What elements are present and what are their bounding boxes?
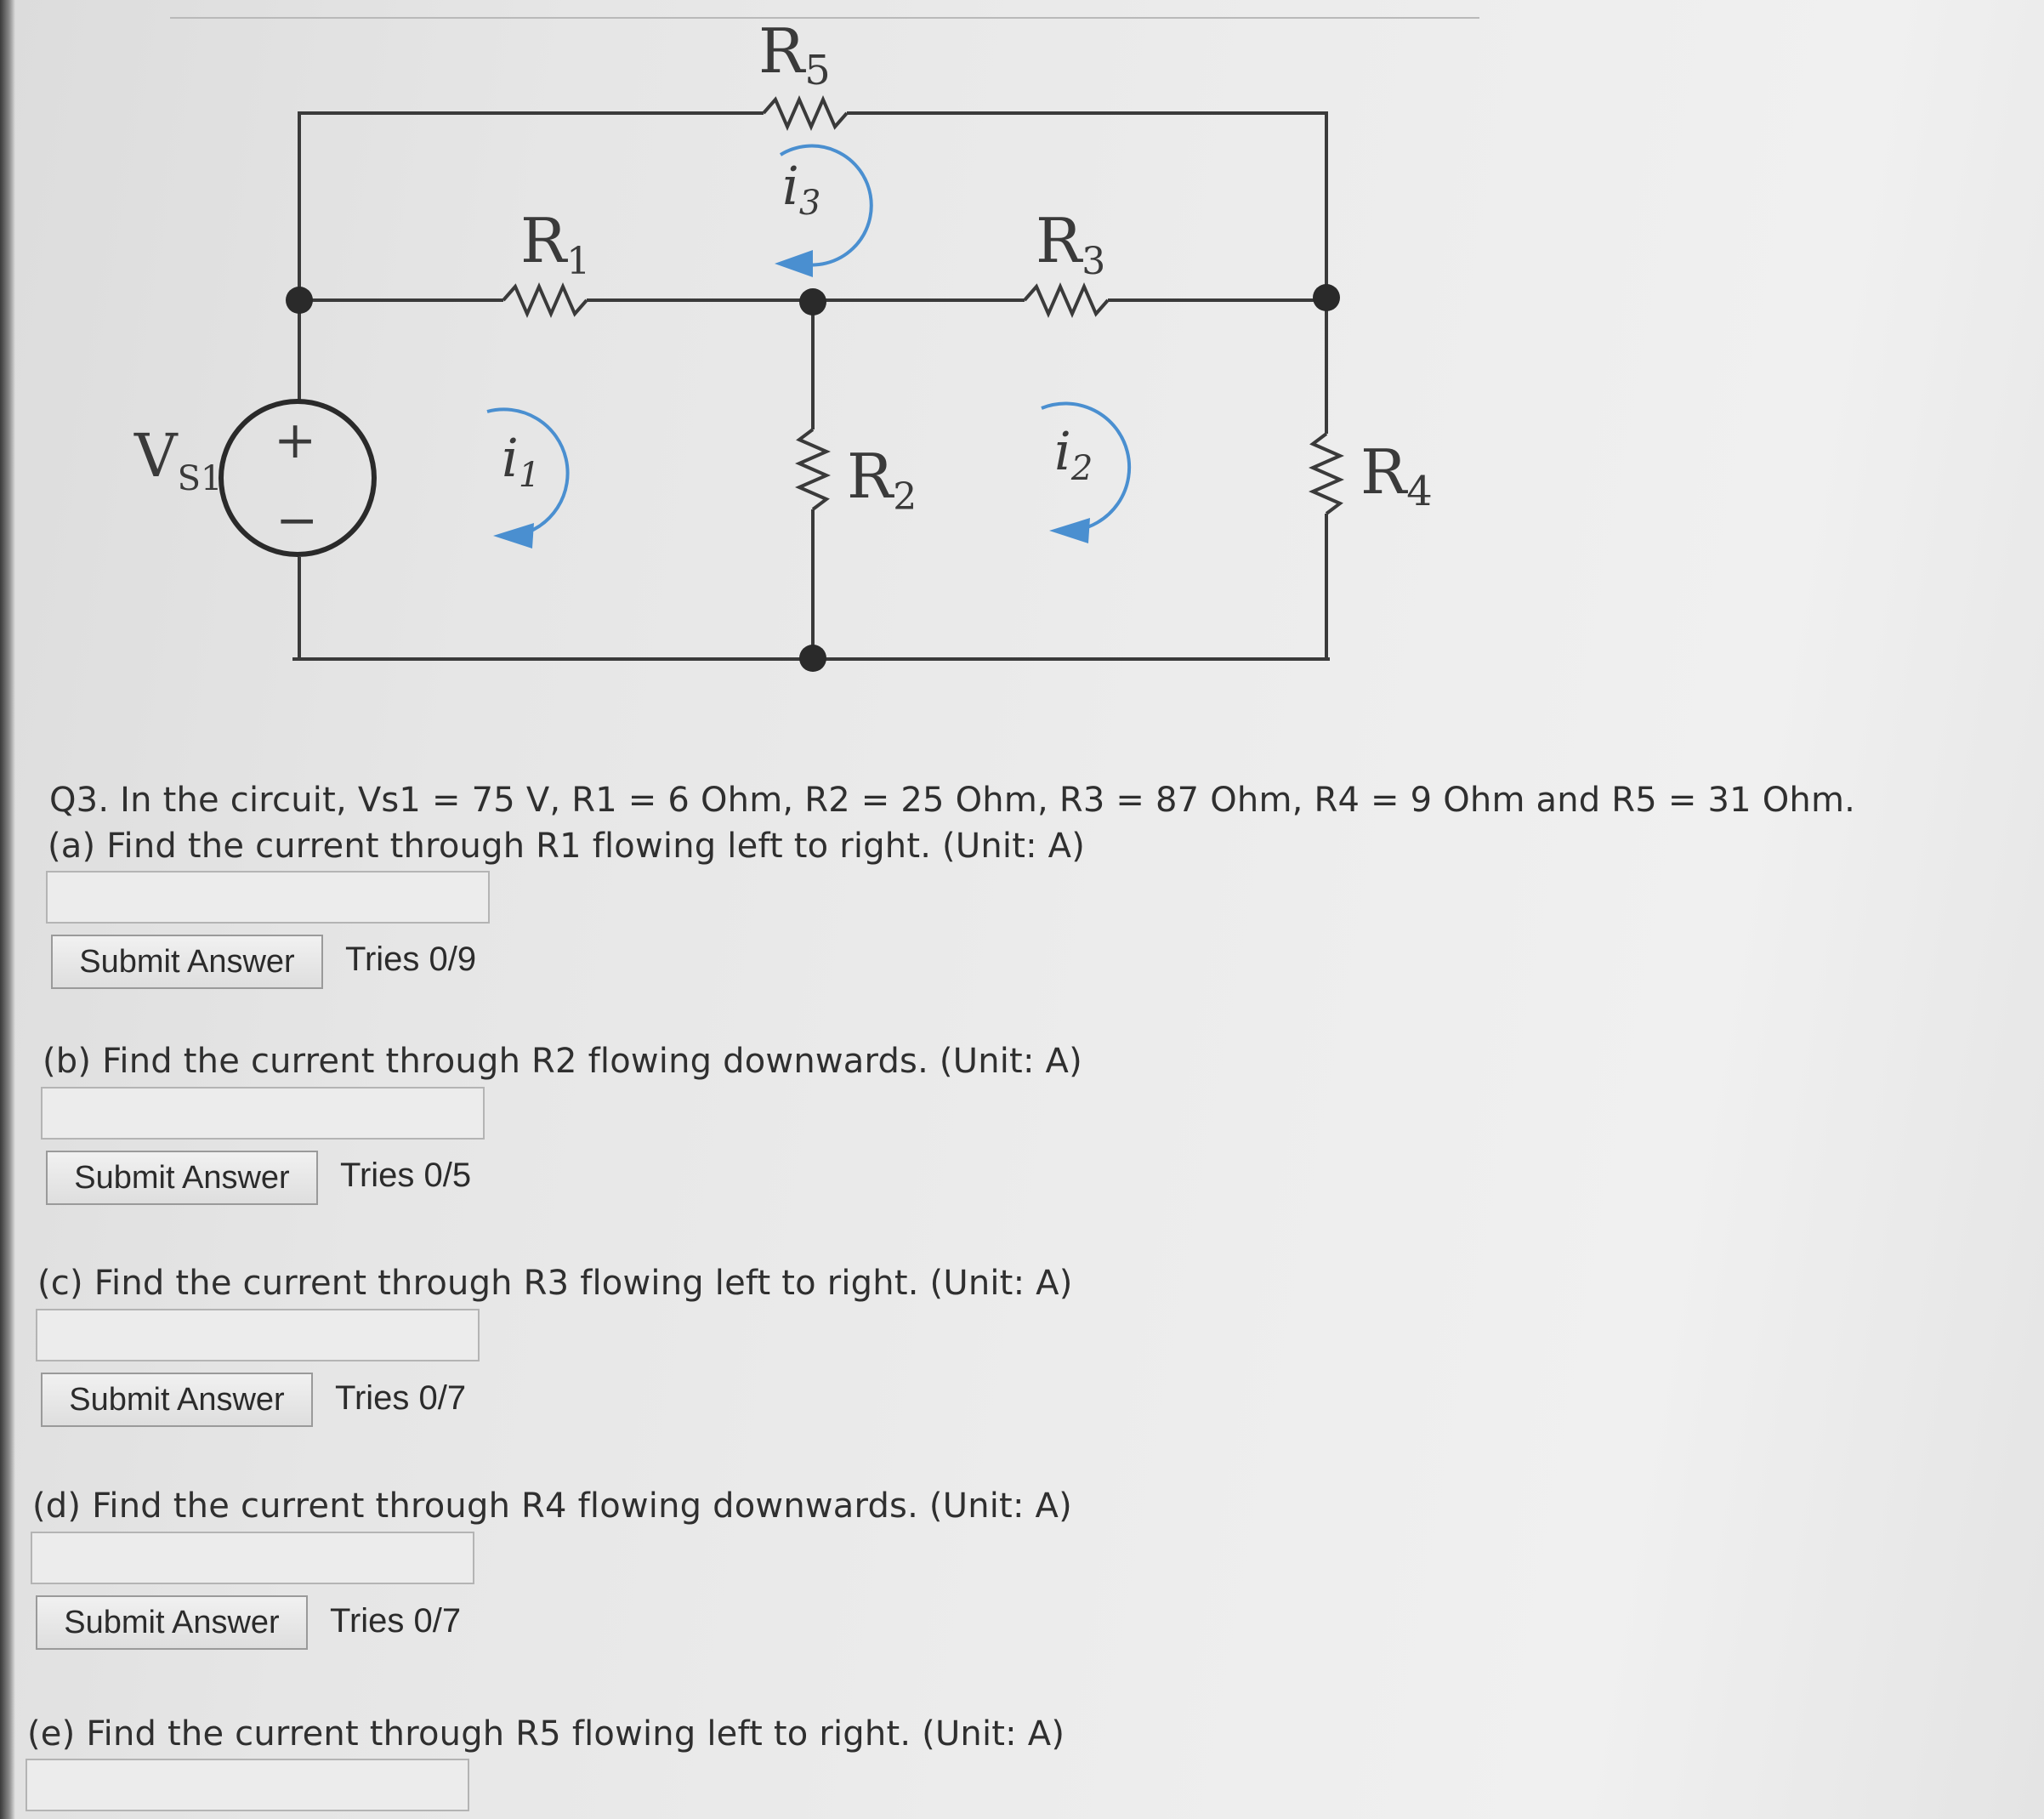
part-b-tries: Tries 0/5: [340, 1157, 472, 1194]
loop-arrowheads: [493, 250, 1090, 549]
source-minus-sign: −: [275, 491, 319, 550]
part-d-submit-button[interactable]: Submit Answer: [36, 1595, 308, 1650]
circuit-diagram: [0, 0, 2044, 697]
part-e-answer-input[interactable]: [26, 1759, 469, 1811]
part-d-tries: Tries 0/7: [330, 1602, 462, 1640]
part-a-answer-input[interactable]: [46, 871, 490, 924]
node-bottom: [799, 645, 826, 672]
part-c-prompt: (c) Find the current through R3 flowing left to right. (Unit: A): [37, 1264, 1073, 1303]
part-b-answer-input[interactable]: [41, 1087, 485, 1140]
i2-label: i2: [1054, 420, 1093, 488]
node-right: [1313, 284, 1340, 311]
part-c-tries: Tries 0/7: [335, 1379, 467, 1417]
i3-label: i3: [782, 155, 821, 223]
r1-resistor: [503, 287, 587, 314]
part-e-prompt: (e) Find the current through R5 flowing left to right. (Unit: A): [27, 1714, 1065, 1754]
part-c-submit-button[interactable]: Submit Answer: [41, 1373, 313, 1427]
part-a-submit-button[interactable]: Submit Answer: [51, 935, 323, 989]
node-center: [799, 288, 826, 315]
part-b-submit-button[interactable]: Submit Answer: [46, 1151, 318, 1205]
i2-arrowhead: [1049, 518, 1090, 543]
i1-label: i1: [502, 427, 541, 495]
r3-resistor: [1025, 287, 1108, 314]
r1-label: R1: [520, 205, 591, 283]
part-a-tries: Tries 0/9: [345, 941, 477, 978]
i3-arrowhead: [775, 250, 813, 277]
r5-resistor: [764, 99, 847, 127]
part-d-answer-input[interactable]: [31, 1532, 474, 1584]
r2-resistor: [799, 429, 826, 509]
part-b-prompt: (b) Find the current through R2 flowing downwards. (Unit: A): [43, 1042, 1082, 1081]
i1-arrowhead: [493, 523, 534, 549]
r5-label: R5: [758, 15, 831, 94]
part-c-answer-input[interactable]: [36, 1309, 480, 1361]
part-d-prompt: (d) Find the current through R4 flowing downwards. (Unit: A): [32, 1486, 1072, 1526]
source-plus-sign: +: [274, 411, 317, 470]
part-a-prompt: (a) Find the current through R1 flowing left to right. (Unit: A): [48, 827, 1086, 866]
vs1-label: $V_{S1}$: [134, 421, 223, 498]
r3-label: R3: [1036, 205, 1106, 283]
r4-resistor: [1313, 434, 1340, 514]
r2-label: R2: [847, 441, 917, 519]
r4-label: R4: [1360, 436, 1433, 515]
node-left: [286, 287, 313, 314]
question-intro: Q3. In the circuit, Vs1 = 75 V, R1 = 6 Ohm, R2 = 25 Ohm, R3 = 87 Ohm, R4 = 9 Ohm and R5 = 31 Ohm.: [49, 781, 1856, 820]
